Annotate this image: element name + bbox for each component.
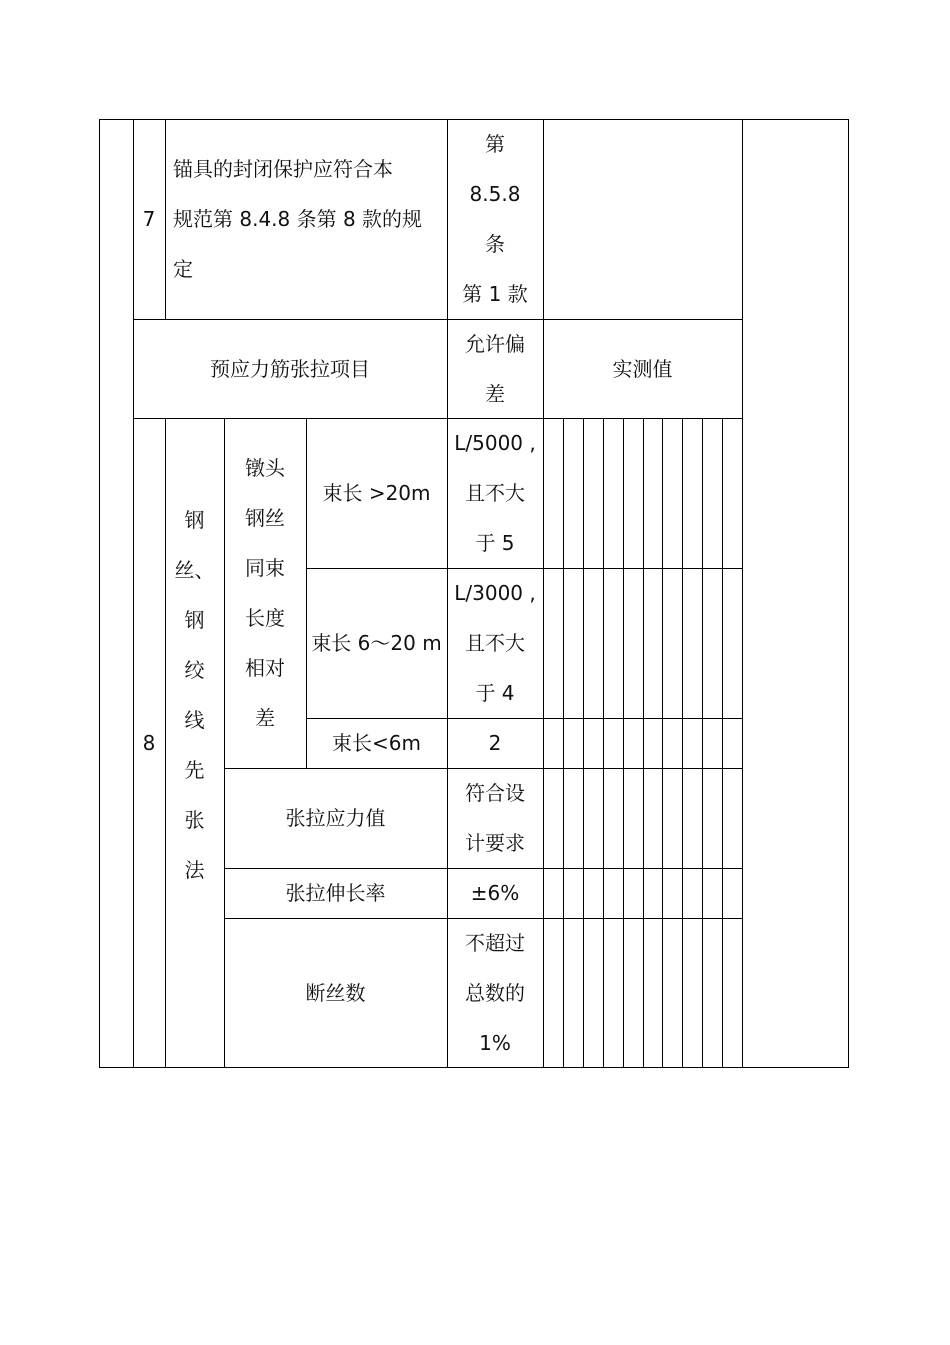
- header-item: 预应力筋张拉项目: [210, 356, 370, 381]
- tolerance-line: 于 5: [475, 531, 515, 555]
- elongation-rate-label: 张拉伸长率: [285, 881, 386, 905]
- grid-line: [543, 119, 544, 1068]
- row-7-item: [165, 119, 447, 319]
- tolerance-line: 不超过: [465, 931, 525, 955]
- row-7-item-line: 定: [173, 257, 193, 281]
- grid-line: [742, 119, 743, 1068]
- row-8-subcategory-line: 镦头: [245, 456, 285, 480]
- measured-column-line: [722, 418, 723, 1068]
- broken-wire-count-tolerance: [447, 918, 543, 1068]
- row-8-subcategory-line: 同束: [245, 556, 285, 580]
- row-8-category-char: 张: [184, 808, 205, 832]
- row-7-clause: [447, 119, 543, 319]
- header-tolerance-line: 允许偏: [465, 331, 525, 356]
- tolerance-length-6-to-20m: [447, 568, 543, 718]
- elongation-rate-tolerance: ±6%: [470, 881, 520, 905]
- row-8-category-char: 钢: [184, 608, 205, 632]
- row-7-item-line: 锚具的封闭保护应符合本: [173, 157, 393, 181]
- condition-length-over-20m: 束长 >20m: [322, 481, 431, 505]
- measured-column-line: [682, 418, 683, 1068]
- measured-column-line: [702, 418, 703, 1068]
- tolerance-length-over-20m: [447, 418, 543, 568]
- tolerance-line: 于 4: [475, 681, 515, 705]
- row-8-subcategory-line: 相对: [245, 656, 285, 680]
- stress-value-tolerance: [447, 768, 543, 868]
- table-left-border: [99, 119, 100, 1068]
- row-8-category-char: 绞: [184, 658, 205, 682]
- row-8-category-char: 丝、: [174, 558, 215, 582]
- row-7-clause-line: 条: [484, 232, 505, 256]
- header-measured: 实测值: [612, 356, 673, 381]
- tolerance-line: 总数的: [465, 981, 525, 1005]
- row-8-category-char: 先: [184, 758, 205, 782]
- tolerance-line: 符合设: [465, 781, 525, 805]
- header-tolerance: [447, 319, 543, 418]
- measured-column-line: [623, 418, 624, 1068]
- measured-column-line: [643, 418, 644, 1068]
- measured-column-line: [563, 418, 564, 1068]
- row-8-category-char: 法: [184, 858, 205, 882]
- measured-column-line: [603, 418, 604, 1068]
- row-8-category-char: 钢: [184, 508, 205, 532]
- stress-value-label: 张拉应力值: [285, 806, 386, 830]
- tolerance-line: L/5000 ,: [454, 431, 536, 455]
- tolerance-length-under-6m: 2: [488, 731, 502, 755]
- tolerance-line: 且不大: [465, 481, 525, 505]
- row-7-clause-line: 8.5.8: [469, 182, 521, 206]
- condition-length-under-6m: 束长<6m: [332, 731, 421, 755]
- row-8-number: 8: [142, 731, 156, 755]
- measured-column-line: [662, 418, 663, 1068]
- tolerance-line: 且不大: [465, 631, 525, 655]
- row-8-category-char: 线: [184, 708, 205, 732]
- tolerance-line: 1%: [479, 1031, 511, 1055]
- row-8-category: [165, 445, 224, 945]
- table-right-border: [848, 119, 849, 1068]
- row-8-subcategory: [224, 418, 306, 768]
- row-8-subcategory-line: 长度: [245, 606, 285, 630]
- row-7-clause-line: 第 1 款: [462, 282, 528, 306]
- tolerance-line: 计要求: [465, 831, 525, 855]
- row-7-clause-line: 第: [484, 132, 505, 156]
- row-8-subcategory-line: 差: [255, 706, 275, 730]
- row-7-item-line: 规范第 8.4.8 条第 8 款的规: [173, 207, 423, 231]
- header-tolerance-line: 差: [485, 381, 505, 406]
- condition-length-6-to-20m: 束长 6～20 m: [311, 631, 442, 655]
- row-8-subcategory-line: 钢丝: [245, 506, 285, 530]
- measured-column-line: [583, 418, 584, 1068]
- broken-wire-count-label: 断丝数: [305, 981, 366, 1005]
- tolerance-line: L/3000 ,: [454, 581, 536, 605]
- row-7-number: 7: [142, 207, 156, 231]
